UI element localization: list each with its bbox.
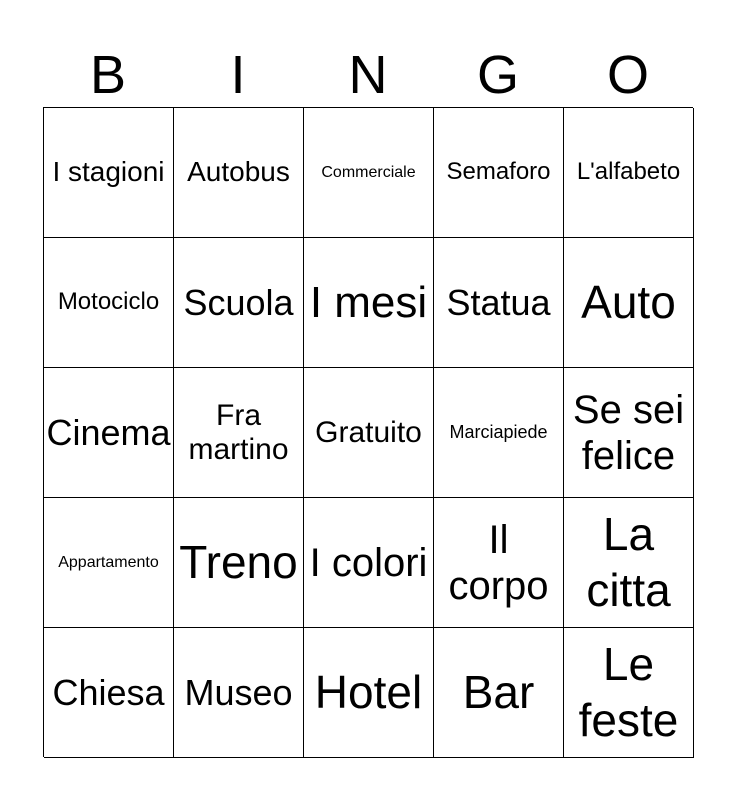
- bingo-grid: [43, 107, 693, 757]
- bingo-cell[interactable]: Museo: [174, 628, 304, 758]
- bingo-cell[interactable]: Auto: [564, 238, 694, 368]
- bingo-cell[interactable]: Statua: [434, 238, 564, 368]
- bingo-cell[interactable]: Autobus: [174, 108, 304, 238]
- bingo-cell[interactable]: Scuola: [174, 238, 304, 368]
- header-letter-o: O: [606, 45, 649, 105]
- header-letter-n: N: [348, 45, 388, 105]
- bingo-cell[interactable]: Appartamento: [44, 498, 174, 628]
- header-letter-b: B: [89, 45, 127, 105]
- bingo-cell[interactable]: Hotel: [304, 628, 434, 758]
- bingo-cell[interactable]: Se sei felice: [564, 368, 694, 498]
- bingo-cell[interactable]: Semaforo: [434, 108, 564, 238]
- bingo-cell[interactable]: I stagioni: [44, 108, 174, 238]
- bingo-cell[interactable]: L'alfabeto: [564, 108, 694, 238]
- bingo-cell[interactable]: Fra martino: [174, 368, 304, 498]
- header-letter-i: I: [230, 45, 246, 105]
- bingo-cell[interactable]: I mesi: [304, 238, 434, 368]
- bingo-cell[interactable]: Bar: [434, 628, 564, 758]
- bingo-header: [43, 40, 693, 110]
- bingo-cell[interactable]: Motociclo: [44, 238, 174, 368]
- header-letter-g: G: [476, 45, 519, 105]
- bingo-cell[interactable]: Treno: [174, 498, 304, 628]
- bingo-cell[interactable]: Gratuito: [304, 368, 434, 498]
- bingo-cell[interactable]: Commerciale: [304, 108, 434, 238]
- bingo-cell[interactable]: Chiesa: [44, 628, 174, 758]
- bingo-cell[interactable]: I colori: [304, 498, 434, 628]
- bingo-cell[interactable]: Cinema: [44, 368, 174, 498]
- bingo-cell[interactable]: La citta: [564, 498, 694, 628]
- bingo-cell[interactable]: Il corpo: [434, 498, 564, 628]
- bingo-cell[interactable]: Le feste: [564, 628, 694, 758]
- bingo-cell[interactable]: Marciapiede: [434, 368, 564, 498]
